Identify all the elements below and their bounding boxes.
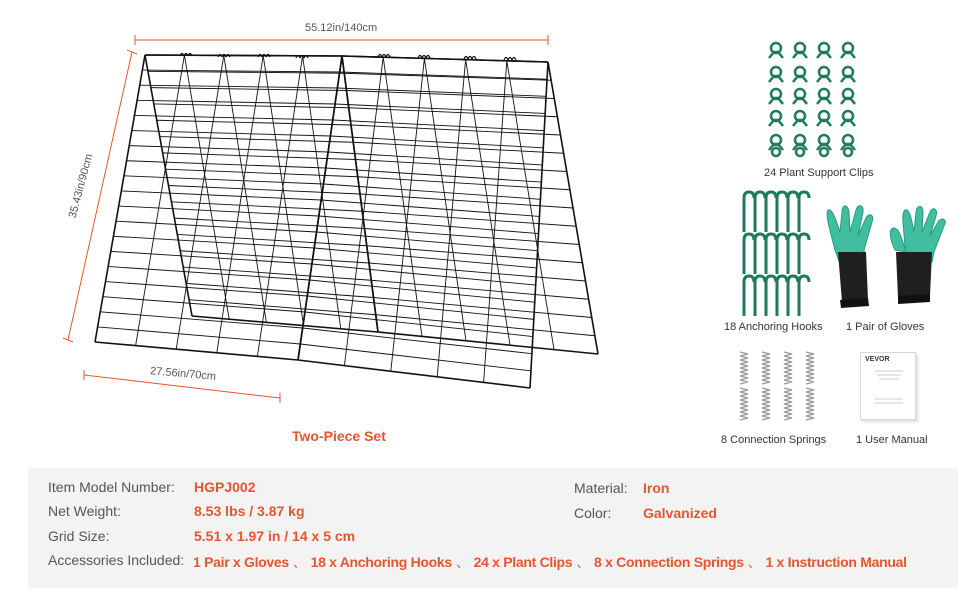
model-value: HGPJ002 <box>194 479 256 495</box>
accessories-list: 1 Pair x Gloves 、 18 x Anchoring Hooks 、 24 x Plant Clips 、 8 x Connection Springs 、 1 x Instruction Manual <box>193 554 907 570</box>
spring-icon <box>740 388 748 420</box>
manual-logo: VEVOR <box>865 356 890 363</box>
springs-caption: 8 Connection Springs <box>721 434 827 446</box>
user-manual-image <box>860 352 916 420</box>
spec-weight <box>48 503 121 519</box>
model-label: Item Model Number: <box>48 479 175 495</box>
weight-value: 8.53 lbs / 3.87 kg <box>194 503 305 519</box>
spring-icon <box>740 352 748 384</box>
spring-icon <box>762 352 770 384</box>
grid-value: 5.51 x 1.97 in / 14 x 5 cm <box>194 528 356 544</box>
accessories-label: Accessories Included: <box>48 552 185 568</box>
spec-color <box>574 505 611 521</box>
accessory-item: 1 Pair x Gloves <box>193 554 289 570</box>
grid-label: Grid Size: <box>48 528 110 544</box>
spring-icon <box>806 388 814 420</box>
spring-icon <box>784 352 792 384</box>
weight-label: Net Weight: <box>48 503 121 519</box>
set-title: Two-Piece Set <box>292 428 386 444</box>
color-value: Galvanized <box>643 505 717 521</box>
hooks-caption: 18 Anchoring Hooks <box>724 321 823 333</box>
depth-dimension: 27.56in/70cm <box>149 365 217 383</box>
material-value: Iron <box>643 480 670 496</box>
spec-model <box>48 479 175 495</box>
accessory-item: 18 x Anchoring Hooks <box>310 554 452 570</box>
spec-material <box>574 480 628 496</box>
spec-accessories <box>48 552 184 568</box>
color-label: Color: <box>574 505 612 521</box>
spring-icon <box>784 388 792 420</box>
width-dimension: 55.12in/140cm <box>305 22 378 34</box>
gloves-caption: 1 Pair of Gloves <box>846 321 925 333</box>
manual-caption: 1 User Manual <box>856 434 928 446</box>
material-label: Material: <box>574 480 628 496</box>
clips-caption: 24 Plant Support Clips <box>764 167 874 179</box>
accessory-item: 24 x Plant Clips <box>473 554 573 570</box>
spec-grid <box>48 528 109 544</box>
accessory-item: 1 x Instruction Manual <box>765 554 907 570</box>
accessory-item: 8 x Connection Springs <box>594 554 744 570</box>
height-dimension: 35.43in/90cm <box>66 152 96 220</box>
spring-icon <box>806 352 814 384</box>
spring-icon <box>762 388 770 420</box>
